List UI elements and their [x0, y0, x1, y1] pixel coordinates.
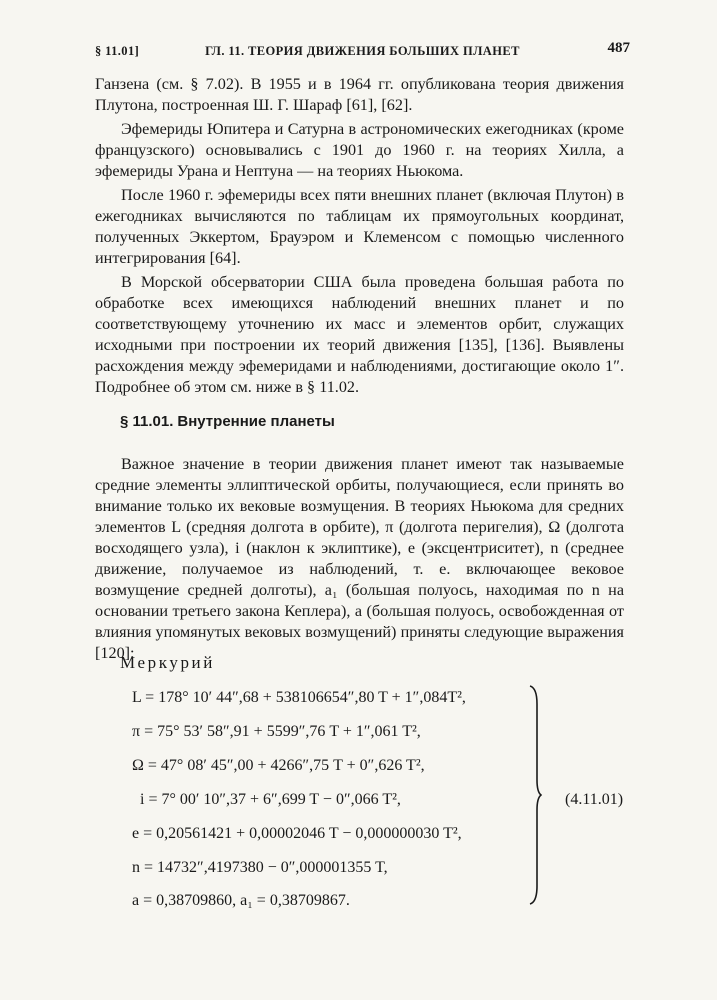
equation-i: i = 7° 00′ 10″,37 + 6″,699 T − 0″,066 T², [140, 791, 401, 808]
paragraph-1: Ганзена (см. § 7.02). В 1955 и в 1964 гг. опубликована теория движения Плутона, построенная Ш. Г. Шараф [61], [62]. [95, 75, 624, 114]
section-number: § 11.01. [120, 413, 174, 430]
equation-pi: π = 75° 53′ 58″,91 + 5599″,76 T + 1″,061 T², [132, 723, 421, 740]
paragraph-3: После 1960 г. эфемериды всех пяти внешних планет (включая Плутон) в ежегодниках вычисляются по таблицам их прямоугольных координат, полученных Эккертом, Брауэром и Клеменсом с помощью численного интегрирования [64]. [95, 186, 624, 267]
equation-a: a = 0,38709860, a₁ = 0,38709867. [132, 892, 350, 909]
section-title-text: Внутренние планеты [177, 413, 335, 430]
paragraph-4: В Морской обсерватории США была проведена большая работа по обработке всех имеющихся наблюдений внешних планет и по соответствующему уточнению их масс и элементов орбит, служащих исходными при построении их теорий движения [135], [136]. Выявлены расхождения между эфемеридами и наблюдениями, достигающие около 1″. Подробнее об этом см. ниже в § 11.02. [95, 273, 624, 396]
equation-number: (4.11.01) [565, 791, 624, 808]
page-number: 487 [607, 40, 630, 56]
running-header [95, 40, 630, 62]
equation-n: n = 14732″,4197380 − 0″,000001355 T, [132, 859, 388, 876]
header-chapter-title: ГЛ. 11. ТЕОРИЯ ДВИЖЕНИЯ БОЛЬШИХ ПЛАНЕТ [205, 44, 520, 58]
section-heading [120, 413, 335, 431]
equation-block [118, 684, 638, 914]
equation-omega: Ω = 47° 08′ 45″,00 + 4266″,75 T + 0″,626 T², [132, 757, 425, 774]
section-body [95, 454, 624, 664]
equation-L: L = 178° 10′ 44″,68 + 538106654″,80 T + 1″,084T², [132, 689, 466, 706]
body-text [95, 74, 624, 398]
planet-label: Меркурий [120, 653, 215, 672]
header-section-ref: § 11.01] [95, 44, 140, 58]
right-brace [528, 684, 542, 906]
paragraph-2: Эфемериды Юпитера и Сатурна в астрономических ежегодниках (кроме французского) основывались с 1901 до 1960 г. на теориях Хилла, а эфемериды Урана и Нептуна — на теориях Ньюкома. [95, 120, 624, 180]
section-paragraph: Важное значение в теории движения планет имеют так называемые средние элементы эллиптической орбиты, получающиеся, если принять во внимание только их вековые возмущения. В теориях Ньюкома для средних элементов L (средняя долгота в орбите), π (долгота перигелия), Ω (долгота восходящего узла), i (наклон к эклиптике), e (эксцентриситет), n (среднее движение, получаемое из наблюдений, т. е. включающее вековое возмущение средней долготы), a₁ (большая полуось, находимая по n на основании третьего закона Кеплера), a (большая полуось, освобожденная от влияния упомянутых вековых возмущений) приняты следующие выражения [120]: [95, 455, 624, 662]
equation-e: e = 0,20561421 + 0,00002046 T − 0,000000030 T², [132, 825, 462, 842]
